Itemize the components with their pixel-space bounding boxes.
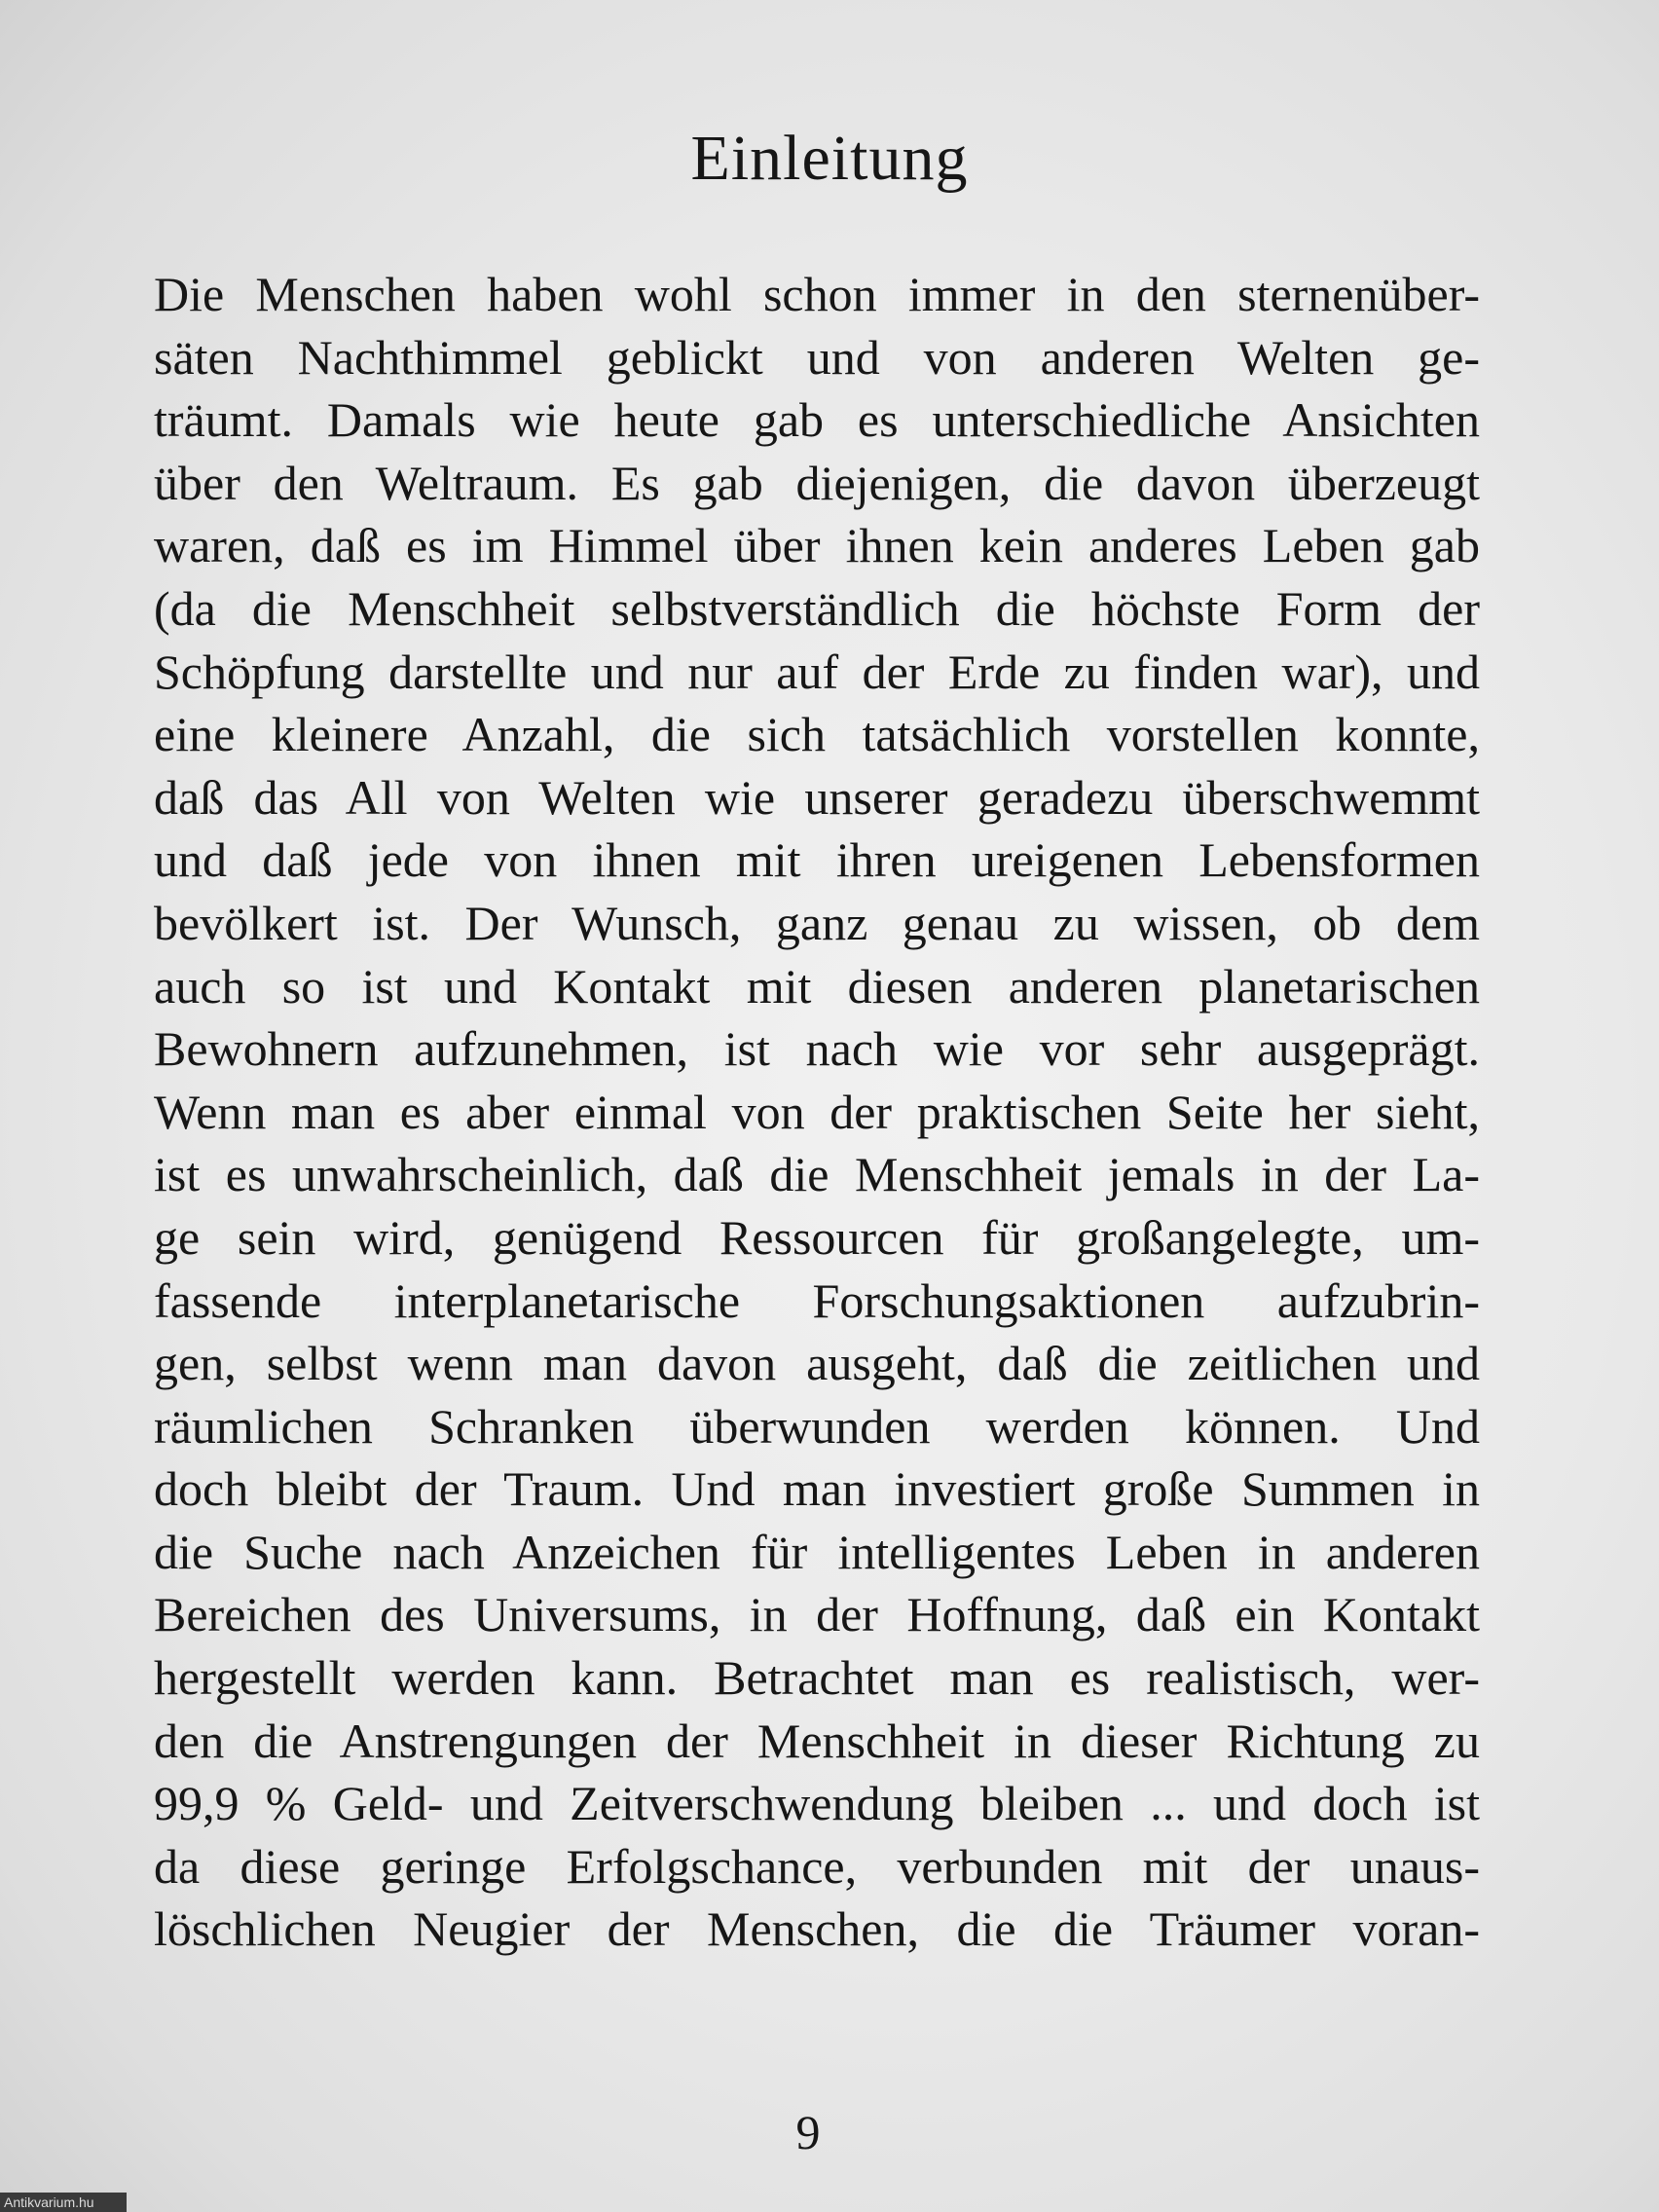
text-line: und daß jede von ihnen mit ihren ureigenen Lebensformen: [154, 832, 1480, 888]
text-line: waren, daß es im Himmel über ihnen kein anderes Leben gab: [154, 518, 1480, 573]
text-line: träumt. Damals wie heute gab es unterschiedliche Ansichten: [154, 392, 1480, 448]
text-line: bevölkert ist. Der Wunsch, ganz genau zu wissen, ob dem: [154, 895, 1480, 950]
page-number: 9: [795, 2105, 821, 2159]
text-line: ge sein wird, genügend Ressourcen für großangelegte, um-: [154, 1209, 1480, 1265]
text-line: den die Anstrengungen der Menschheit in dieser Richtung zu: [154, 1713, 1480, 1768]
text-line: die Suche nach Anzeichen für intelligentes Leben in anderen: [154, 1524, 1480, 1579]
watermark: Antikvarium.hu: [0, 2193, 127, 2212]
text-line: gen, selbst wenn man davon ausgeht, daß die zeitlichen und: [154, 1336, 1480, 1391]
text-line: Schöpfung darstellte und nur auf der Erde zu finden war), und: [154, 644, 1480, 699]
text-line: ist es unwahrscheinlich, daß die Menschheit jemals in der La-: [154, 1147, 1480, 1202]
text-line: Bereichen des Universums, in der Hoffnung, daß ein Kontakt: [154, 1587, 1480, 1642]
text-line: Die Menschen haben wohl schon immer in den sternenüber-: [154, 267, 1480, 321]
text-line: auch so ist und Kontakt mit diesen anderen planetarischen: [154, 958, 1480, 1014]
text-line: Bewohnern aufzunehmen, ist nach wie vor sehr ausgeprägt.: [154, 1021, 1480, 1077]
text-line: daß das All von Welten wie unserer geradezu überschwemmt: [154, 769, 1480, 825]
text-line: 99,9 % Geld- und Zeitverschwendung bleiben ... und doch ist: [154, 1776, 1480, 1831]
text-line: löschlichen Neugier der Menschen, die die Träumer voran-: [154, 1901, 1480, 1957]
text-line: über den Weltraum. Es gab diejenigen, die davon überzeugt: [154, 455, 1480, 510]
text-line: hergestellt werden kann. Betrachtet man es realistisch, wer-: [154, 1650, 1480, 1706]
text-line: da diese geringe Erfolgschance, verbunden mit der unaus-: [154, 1838, 1480, 1894]
text-line: doch bleibt der Traum. Und man investiert große Summen in: [154, 1461, 1480, 1517]
text-line: fassende interplanetarische Forschungsaktionen aufzubrin-: [154, 1272, 1480, 1328]
chapter-title: Einleitung: [690, 123, 969, 194]
body-text: [154, 263, 1480, 1961]
text-line: (da die Menschheit selbstverständlich die höchste Form der: [154, 580, 1480, 636]
text-line: Wenn man es aber einmal von der praktischen Seite her sieht,: [154, 1084, 1480, 1139]
text-line: säten Nachthimmel geblickt und von anderen Welten ge-: [154, 329, 1480, 385]
text-line: eine kleinere Anzahl, die sich tatsächlich vorstellen konnte,: [154, 707, 1480, 762]
text-line: räumlichen Schranken überwunden werden können. Und: [154, 1398, 1480, 1454]
